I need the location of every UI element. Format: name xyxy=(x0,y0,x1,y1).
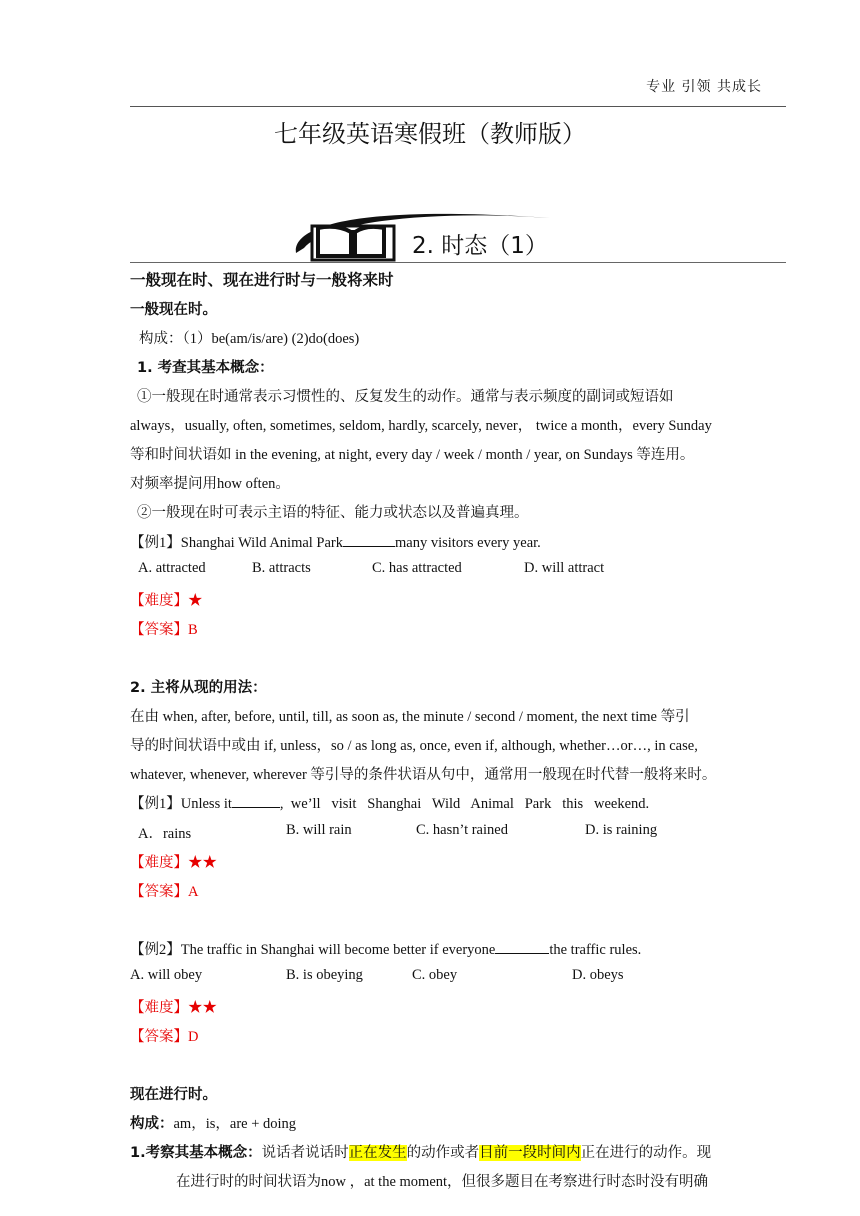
example-question xyxy=(130,792,649,813)
difficulty-label: 【难度】 xyxy=(130,1000,188,1016)
point2-heading: 2. 主将从现的用法： xyxy=(130,680,267,696)
answer-line xyxy=(130,1025,198,1046)
highlight-text: 目前一段时间内 xyxy=(479,1145,581,1161)
difficulty-label: 【难度】 xyxy=(130,855,188,871)
pc-point1-label: 1.考察其基本概念： xyxy=(130,1145,262,1161)
example-label: 【例2】 xyxy=(130,942,181,958)
answer-value: B xyxy=(188,622,198,638)
example-stem-after: , we’ll visit Shanghai Wild Animal Park this weekend. xyxy=(279,796,650,812)
difficulty-stars: ★ xyxy=(188,593,203,609)
header-slogan: 专业 引领 共成长 xyxy=(646,79,762,95)
main-heading: 一般现在时、现在进行时与一般将来时 xyxy=(130,271,394,289)
pc-point1-text: 正在进行的动作。现 xyxy=(580,1145,712,1161)
difficulty-stars: ★★ xyxy=(188,855,217,871)
example-stem-before: Unless it xyxy=(180,796,232,812)
point2-line: 导的时间状语中或由 if, unless，so / as long as, once, even if, although, whether…or…, in case, xyxy=(130,738,698,754)
answer-blank xyxy=(343,534,395,547)
point1-heading: 1. 考查其基本概念： xyxy=(137,360,274,376)
option-a: A. attracted xyxy=(138,560,206,576)
structure-text: am，is，are + doing xyxy=(173,1116,297,1132)
example-stem-after: many visitors every year. xyxy=(395,535,541,551)
point1-line: ①一般现在时通常表示习惯性的、反复发生的动作。通常与表示频度的副词或短语如 xyxy=(137,389,674,405)
highlight-text: 正在发生 xyxy=(348,1145,407,1161)
point2-line: 在由 when, after, before, until, till, as soon as, the minute / second / moment, the next time 等引 xyxy=(130,709,690,725)
answer-value: A xyxy=(188,884,199,900)
option-a: A．rains xyxy=(138,826,192,842)
pc-point1-line2: 在进行时的时间状语为now ，at the moment，但很多题目在考察进行时态时没有明确 xyxy=(176,1174,709,1190)
header-divider xyxy=(130,106,786,107)
simple-present-heading: 一般现在时。 xyxy=(130,302,217,318)
document-title: 七年级英语寒假班（教师版） xyxy=(274,120,586,148)
example-label: 【例1】 xyxy=(130,535,181,551)
point1-line: always，usually, often, sometimes, seldom, hardly, scarcely, never， twice a month，every Sunday xyxy=(130,418,712,434)
option-a: A. will obey xyxy=(130,967,203,983)
simple-present-structure: 构成：（1）be(am/is/are) (2)do(does) xyxy=(139,331,360,347)
answer-label: 【答案】 xyxy=(130,884,188,900)
answer-value: D xyxy=(188,1029,199,1045)
section-divider xyxy=(130,262,786,263)
example-question xyxy=(130,938,641,959)
example-stem-before: The traffic in Shanghai will become better if everyone xyxy=(180,942,496,958)
option-c: C. hasn’t rained xyxy=(416,822,508,838)
pc-point1-line xyxy=(130,1141,711,1162)
point1-line: ②一般现在时可表示主语的特征、能力或状态以及普遍真理。 xyxy=(137,505,529,521)
difficulty-line xyxy=(130,996,217,1017)
difficulty-label: 【难度】 xyxy=(130,593,188,609)
option-d: D. is raining xyxy=(585,822,658,838)
option-d: D. will attract xyxy=(524,560,605,576)
present-continuous-heading: 现在进行时。 xyxy=(130,1087,217,1103)
answer-label: 【答案】 xyxy=(130,622,188,638)
present-continuous-structure xyxy=(130,1112,296,1133)
pc-point1-text: 的动作或者 xyxy=(406,1145,480,1161)
option-b: B. attracts xyxy=(252,560,311,576)
answer-line xyxy=(130,618,198,639)
option-c: C. has attracted xyxy=(372,560,462,576)
example-label: 【例1】 xyxy=(130,796,181,812)
example-question xyxy=(130,531,541,552)
difficulty-stars: ★★ xyxy=(188,1000,217,1016)
example-stem-before: Shanghai Wild Animal Park xyxy=(180,535,344,551)
option-c: C. obey xyxy=(412,967,458,983)
answer-line xyxy=(130,880,198,901)
difficulty-line xyxy=(130,851,217,872)
difficulty-line xyxy=(130,589,203,610)
answer-blank xyxy=(232,795,280,808)
option-d: D. obeys xyxy=(572,967,624,983)
point1-line: 等和时间状语如 in the evening, at night, every day / week / month / year, on Sundays 等连用。 xyxy=(130,447,695,463)
answer-label: 【答案】 xyxy=(130,1029,188,1045)
option-b: B. will rain xyxy=(286,822,352,838)
option-b: B. is obeying xyxy=(286,967,363,983)
point1-line: 对频率提问用how often。 xyxy=(130,476,290,492)
answer-blank xyxy=(495,941,549,954)
section-title: 2. 时态（1） xyxy=(412,233,548,259)
structure-label: 构成： xyxy=(130,1116,174,1132)
example-stem-after: the traffic rules. xyxy=(549,942,642,958)
point2-line: whatever, whenever, wherever 等引导的条件状语从句中，通常用一般现在时代替一般将来时。 xyxy=(130,767,717,783)
pc-point1-text: 说话者说话时 xyxy=(261,1145,349,1161)
